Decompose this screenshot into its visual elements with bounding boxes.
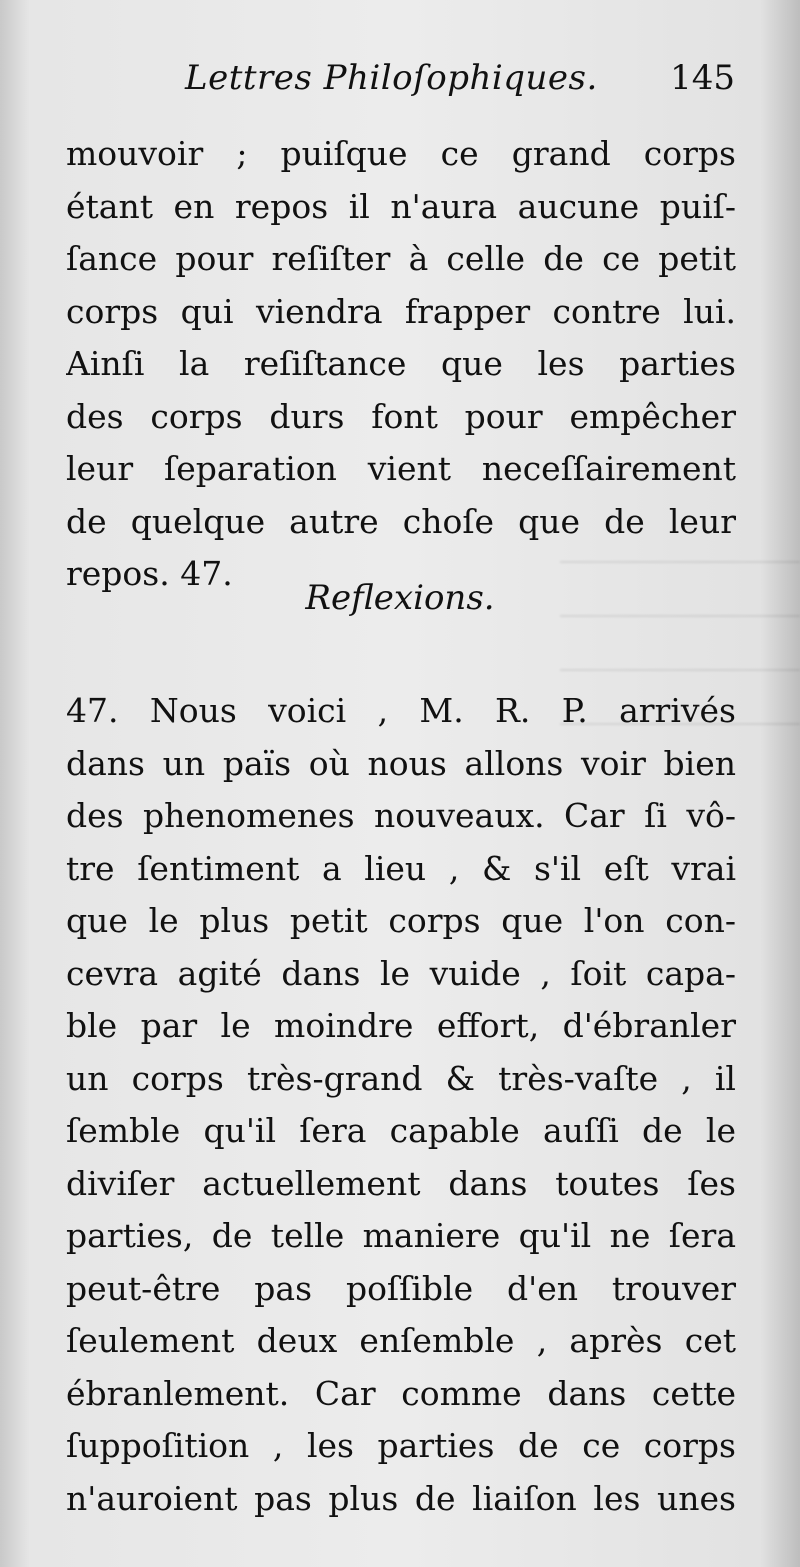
text-line: 47. Nous voici , M. R. P. arrivés [66,691,736,730]
text-line: ſance pour reſiſter à celle de ce petit [66,239,736,278]
text-line: des corps durs font pour empêcher [66,396,736,436]
text-line: repos. 47. [66,554,233,593]
text-line: de quelque autre choſe que de leur [66,501,736,541]
text-line: des phenomenes nouveaux. Car ſi vô- [66,796,736,835]
paragraph-continuation [66,128,736,601]
paragraph-reflexions [66,685,736,1525]
section-title: Reflexions. [305,578,495,618]
text-line: leur ſeparation vient neceſſairement [66,449,736,488]
text-line: diviſer actuellement dans toutes ſes [66,1163,736,1203]
text-line: n'auroient pas plus de liaiſon les unes [66,1478,736,1518]
text-line: dans un païs où nous allons voir bien [66,743,736,783]
text-line: ſeulement deux enſemble , après cet [66,1321,736,1360]
text-line: mouvoir ; puiſque ce grand corps [66,134,736,173]
text-line: Ainſi la reſiſtance que les parties [66,344,736,383]
text-line: ble par le moindre effort, d'ébranler [66,1006,736,1045]
running-title: Lettres Philoſophiques. [185,58,598,98]
text-line: tre ſentiment a lieu , & s'il eſt vrai [66,848,736,888]
text-line: parties, de telle maniere qu'il ne ſera [66,1216,736,1255]
page-header [185,58,735,118]
text-line: cevra agité dans le vuide , ſoit capa- [66,953,736,993]
text-line: peut-être pas poſſible d'en trouver [66,1268,736,1308]
text-line: ébranlement. Car comme dans cette [66,1373,736,1413]
text-line: ſuppoſition , les parties de ce corps [66,1426,736,1465]
text-line: un corps très-grand & très-vaſte , il [66,1058,736,1098]
text-line: que le plus petit corps que l'on con- [66,901,736,940]
page-number: 145 [670,58,735,98]
text-line: corps qui viendra frapper contre lui. [66,291,736,331]
text-line: étant en repos il n'aura aucune puiſ- [66,186,736,226]
text-line: ſemble qu'il ſera capable auſſi de le [66,1111,736,1150]
